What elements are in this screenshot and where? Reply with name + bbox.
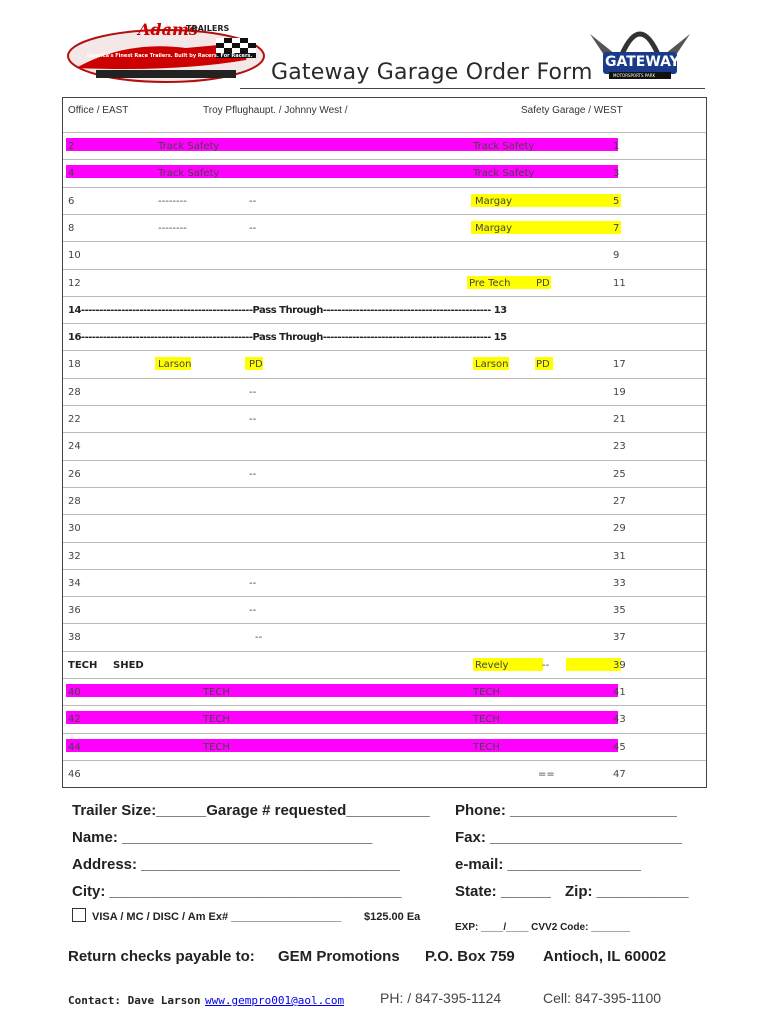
left-occupant: Track Safety	[158, 141, 220, 152]
right-occupant: Track Safety	[473, 168, 535, 180]
po-box: P.O. Box 759	[425, 948, 515, 965]
right-garage-number: 23	[613, 441, 626, 453]
left-garage-number: 4	[68, 168, 75, 180]
right-garage-number: 17	[613, 359, 626, 371]
left-garage-number: 6	[68, 195, 75, 207]
highlight-bar	[66, 739, 618, 752]
left-note: --	[249, 577, 257, 589]
left-occupant: TECH	[203, 741, 230, 753]
city-zip: Antioch, IL 60002	[543, 948, 667, 965]
table-row	[63, 514, 706, 541]
city-field[interactable]: City: ___________________________________	[72, 883, 402, 900]
email-field[interactable]: e-mail: ________________	[455, 856, 641, 873]
highlight-bar	[66, 138, 618, 151]
left-note: --	[249, 222, 257, 234]
left-note: --	[249, 605, 257, 617]
table-row	[63, 159, 706, 186]
page-title: Gateway Garage Order Form	[271, 60, 593, 85]
right-garage-number: 43	[613, 714, 626, 726]
table-row	[63, 214, 706, 241]
left-garage-number: 2	[68, 141, 75, 152]
table-row	[63, 405, 706, 432]
left-garage-number: 26	[68, 468, 81, 480]
right-garage-number: 27	[613, 495, 626, 507]
left-note: --	[249, 386, 257, 398]
table-row	[63, 269, 706, 296]
right-garage-number: 25	[613, 468, 626, 480]
right-note: ==	[538, 768, 555, 780]
right-garage-number: 39	[613, 659, 626, 671]
left-note: --	[255, 632, 263, 644]
state-field[interactable]: State: ______	[455, 883, 551, 900]
right-occupant: Margay	[475, 195, 513, 207]
table-row	[63, 760, 706, 787]
right-garage-number: 19	[613, 386, 626, 398]
left-logo-sub: TRAILERS	[186, 24, 230, 33]
table-row	[63, 296, 706, 323]
right-garage-number: 1	[613, 141, 620, 152]
right-occupant: TECH	[473, 714, 500, 726]
table-row	[63, 596, 706, 623]
left-note: --	[249, 195, 257, 207]
right-logo-brand: GATEWAY	[605, 54, 680, 70]
left-occupant: --------	[158, 195, 187, 207]
address-field[interactable]: Address: _______________________________	[72, 856, 400, 873]
right-garage-number: 35	[613, 605, 626, 617]
gateway-motorsports-logo	[585, 14, 695, 84]
left-garage-number: 24	[68, 441, 81, 453]
left-occupant: TECH	[203, 687, 230, 698]
left-garage-number: 30	[68, 523, 81, 535]
right-garage-number: 3	[613, 168, 620, 180]
right-garage-number: 29	[613, 523, 626, 535]
left-occupant: Track Safety	[158, 168, 220, 180]
price-label: $125.00 Ea	[364, 911, 421, 923]
left-occupant: SHED	[113, 659, 144, 671]
left-garage-number: 44	[68, 741, 81, 753]
right-garage-number: 33	[613, 577, 626, 589]
table-row	[63, 705, 706, 732]
table-row	[63, 132, 706, 159]
table-row	[63, 378, 706, 405]
table-row	[63, 623, 706, 650]
card-payment-checkbox[interactable]	[72, 908, 86, 922]
left-garage-number: 22	[68, 414, 81, 425]
table-row	[63, 569, 706, 596]
right-occupant: Margay	[475, 222, 513, 234]
left-garage-number: 34	[68, 577, 81, 589]
fax-field[interactable]: Fax: _______________________	[455, 829, 682, 846]
trailer-size-field[interactable]: Trailer Size:______Garage # requested__________	[72, 802, 430, 819]
table-row	[63, 241, 706, 268]
right-occupant: TECH	[473, 741, 500, 753]
table-row	[63, 733, 706, 760]
right-garage-number: 7	[613, 222, 620, 234]
title-divider	[240, 88, 705, 89]
left-garage-number: 46	[68, 768, 81, 780]
table-row	[63, 187, 706, 214]
right-garage-number: 5	[613, 195, 620, 207]
left-garage-number: TECH	[68, 659, 98, 671]
right-garage-number: 9	[613, 250, 620, 262]
right-garage-number: 37	[613, 632, 626, 644]
header-office-east: Office / EAST	[68, 105, 129, 116]
left-garage-number: 18	[68, 359, 81, 371]
left-logo-brand: Adams	[138, 20, 198, 39]
left-garage-number: 8	[68, 222, 75, 234]
left-logo-tagline: America's Finest Race Trailers. Built by Racers. For Racers.	[86, 53, 253, 59]
left-garage-number: 36	[68, 605, 81, 617]
contact-label: Contact: Dave Larson	[68, 994, 201, 1007]
left-garage-number: 28	[68, 386, 81, 398]
table-row	[63, 350, 706, 377]
left-garage-number: 28	[68, 495, 81, 507]
left-garage-number: 38	[68, 632, 81, 644]
right-occupant: Revely	[475, 659, 509, 671]
right-occupant: Pre Tech	[469, 277, 511, 289]
adams-trailers-logo	[66, 20, 266, 86]
left-note: PD	[249, 359, 263, 371]
pass-through-label: 14-----------------------------------------------Pass Through---------------------------------------------- 13	[68, 304, 507, 316]
highlight-bar	[66, 684, 618, 697]
contact-cell: Cell: 847-395-1100	[543, 990, 662, 1006]
right-note: PD	[536, 359, 550, 371]
left-garage-number: 42	[68, 714, 81, 726]
right-note: --	[542, 659, 550, 671]
left-garage-number: 12	[68, 277, 81, 289]
right-occupant: TECH	[473, 687, 500, 698]
table-row	[63, 432, 706, 459]
header-safety-west: Safety Garage / WEST	[521, 105, 623, 116]
contact-phone: PH: / 847-395-1124	[380, 990, 502, 1006]
left-note: --	[249, 468, 257, 480]
right-garage-number: 21	[613, 414, 626, 425]
right-garage-number: 11	[613, 277, 626, 289]
right-garage-number: 31	[613, 550, 626, 562]
left-occupant: TECH	[203, 714, 230, 726]
left-note: --	[249, 414, 257, 425]
table-row	[63, 678, 706, 705]
table-row	[63, 460, 706, 487]
right-logo-sub: MOTORSPORTS PARK	[613, 73, 656, 78]
table-row	[63, 542, 706, 569]
right-occupant: Larson	[475, 359, 509, 371]
payee-name: GEM Promotions	[278, 948, 400, 965]
left-occupant: Larson	[158, 359, 192, 371]
table-row	[63, 323, 706, 350]
right-garage-number: 47	[613, 768, 626, 780]
right-note: PD	[536, 277, 550, 289]
contact-email-link[interactable]: www.gempro001@aol.com	[205, 994, 345, 1007]
phone-field[interactable]: Phone: ____________________	[455, 802, 677, 819]
exp-cvv-field[interactable]: EXP: ____/____ CVV2 Code: _______	[455, 922, 631, 933]
table-row	[63, 487, 706, 514]
name-field[interactable]: Name: ______________________________	[72, 829, 373, 846]
highlight-bar	[66, 711, 618, 724]
highlight-bar	[66, 165, 618, 178]
right-garage-number: 41	[613, 687, 626, 698]
table-row	[63, 651, 706, 678]
left-occupant: --------	[158, 222, 187, 234]
header-names: Troy Pflughaupt. / Johnny West /	[203, 105, 348, 116]
right-garage-number: 45	[613, 741, 626, 753]
card-number-field[interactable]: VISA / MC / DISC / Am Ex# __________________	[92, 911, 342, 923]
zip-field[interactable]: Zip: ___________	[565, 883, 689, 900]
pass-through-label: 16-----------------------------------------------Pass Through---------------------------------------------- 15	[68, 332, 507, 344]
left-garage-number: 32	[68, 550, 81, 562]
left-garage-number: 40	[68, 687, 81, 698]
payable-label: Return checks payable to:	[68, 948, 255, 965]
left-garage-number: 10	[68, 250, 81, 262]
right-occupant: Track Safety	[473, 141, 535, 152]
